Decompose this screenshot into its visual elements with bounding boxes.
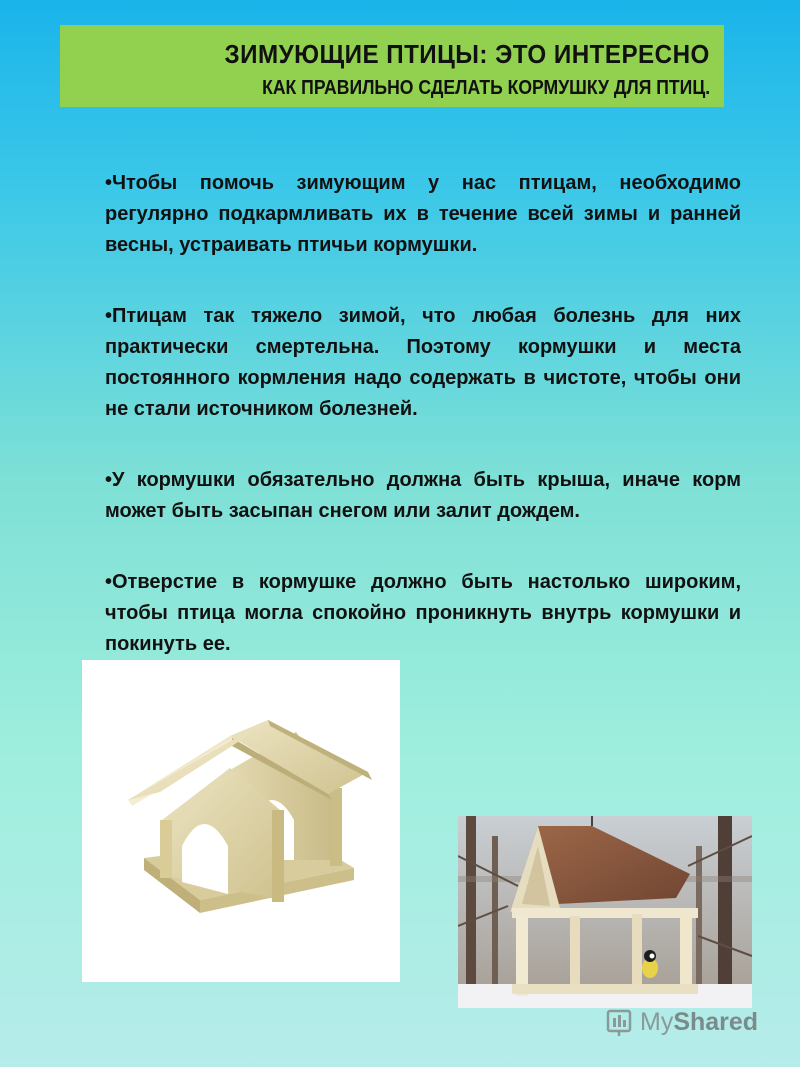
myshared-wordmark: MyShared (640, 1007, 759, 1036)
paragraph-3: •У кормушки обязательно должна быть крыша, иначе корм может быть засыпан снегом или залит дождем. (105, 469, 741, 522)
page-title: ЗИМУЮЩИЕ ПТИЦЫ: ЭТО ИНТЕРЕСНО (224, 39, 710, 69)
paragraph-4: •Отверстие в кормушке должно быть настолько широким, чтобы птица могла спокойно проникнуть внутрь кормушки и покинуть ее. (105, 571, 741, 655)
paragraph-1: •Чтобы помочь зимующим у нас птицам, необходимо регулярно подкармливать их в течение всей зимы и ранней весны, устраивать птичьи кормушки. (105, 172, 741, 256)
paragraph-2: •Птицам так тяжело зимой, что любая болезнь для них практически смертельна. Поэтому кормушки и места постоянного кормления надо содержать в чистоте, чтобы они не стали источником болезней. (105, 305, 741, 420)
text-content (105, 168, 741, 700)
title-banner (60, 25, 724, 107)
myshared-watermark (606, 1004, 758, 1040)
page-subtitle: КАК ПРАВИЛЬНО СДЕЛАТЬ КОРМУШКУ ДЛЯ ПТИЦ. (261, 77, 710, 99)
feeder-photo-plain (82, 660, 400, 982)
myshared-logo-icon (606, 1007, 634, 1037)
feeder-photo-winter (458, 816, 752, 1008)
